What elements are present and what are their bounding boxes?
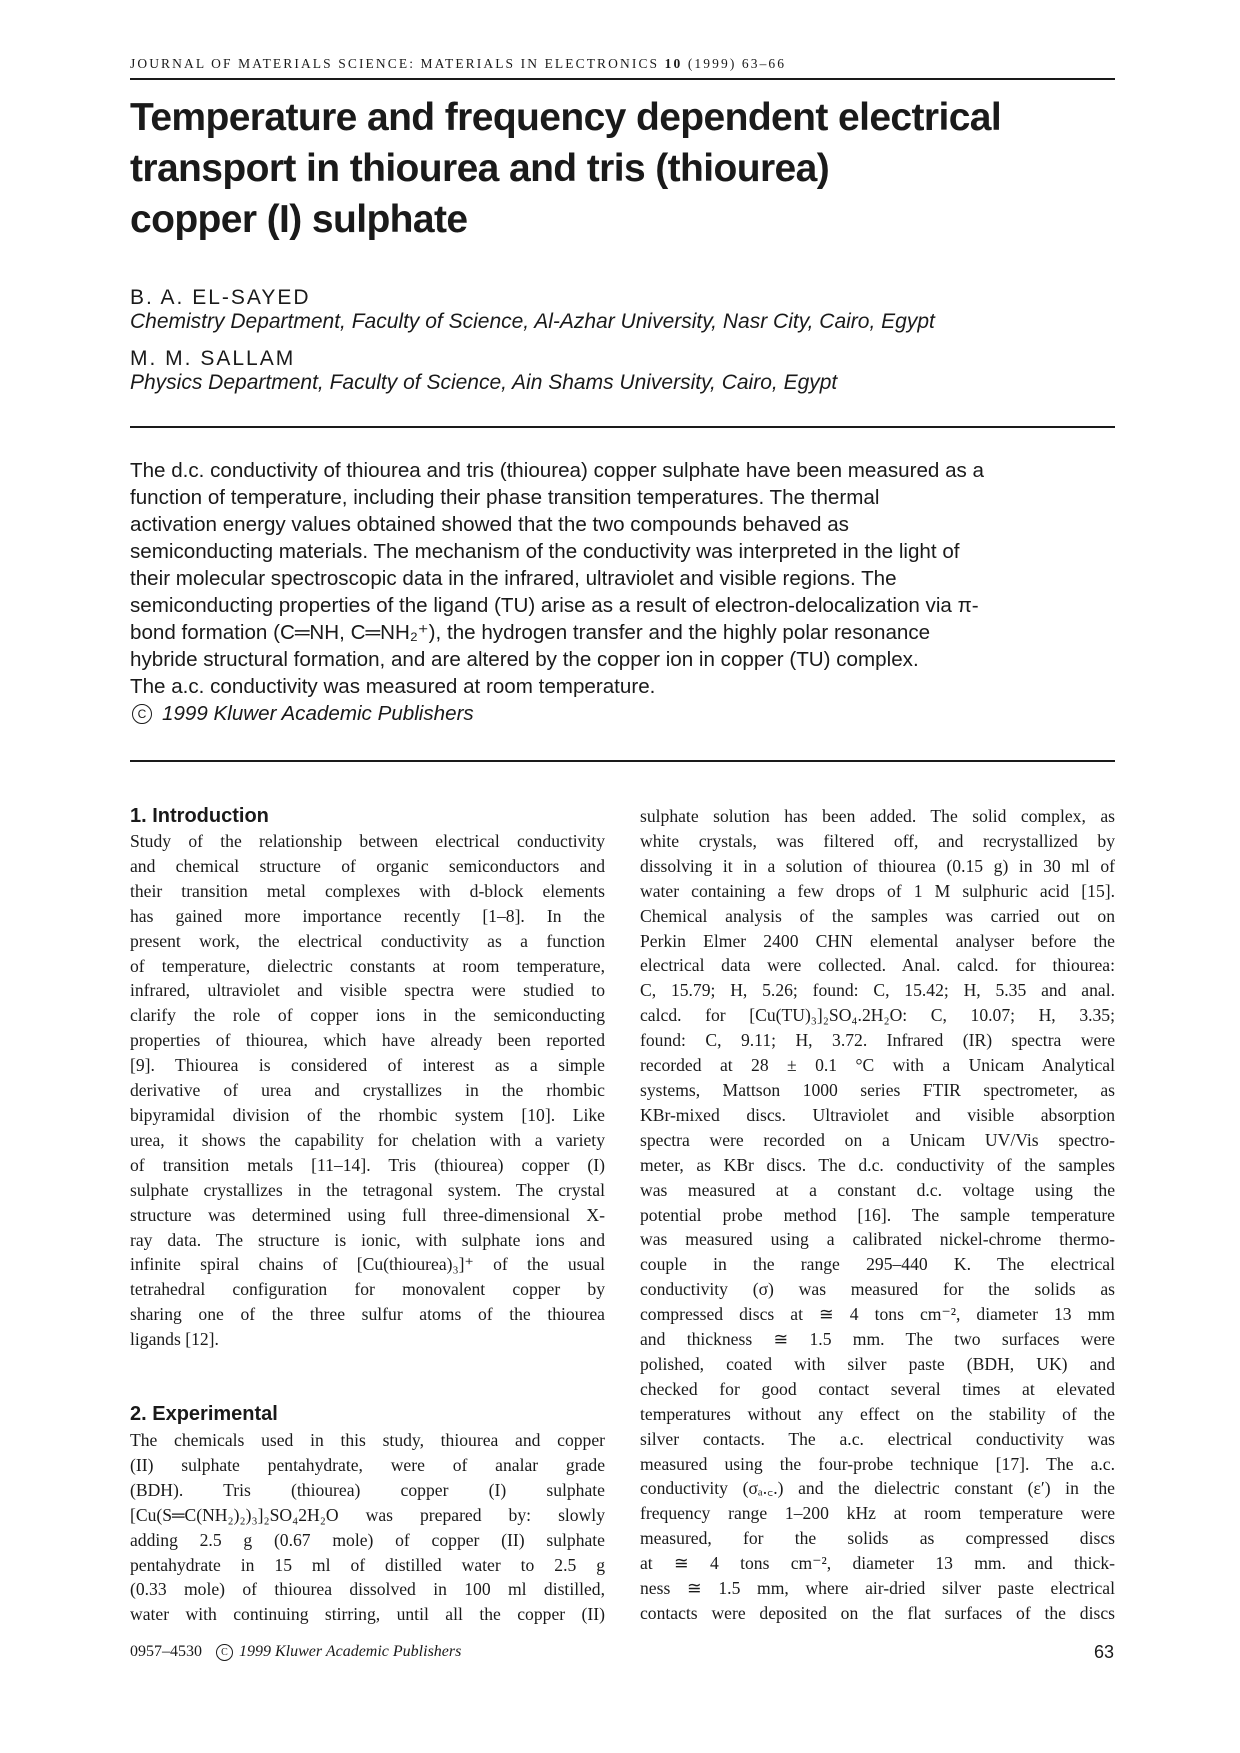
section-heading-experimental: 2. Experimental [130, 1403, 278, 1425]
footer-publisher: 1999 Kluwer Academic Publishers [239, 1643, 462, 1660]
journal-header [130, 56, 786, 72]
header-rule [130, 78, 1115, 80]
text-line: sulphate crystallizes in the tetragonal system. The crystal [130, 1179, 605, 1200]
abstract-line: activation energy values obtained showed that the two compounds behaved as [130, 513, 849, 536]
text-line: infinite spiral chains of [Cu(thiourea)₃]⁺ of the usual [130, 1254, 605, 1275]
author-affiliation: Physics Department, Faculty of Science, Ain Shams University, Cairo, Egypt [130, 371, 838, 394]
journal-volume: 10 [664, 56, 683, 71]
text-line: infrared, ultraviolet and visible spectra were studied to [130, 980, 605, 1001]
text-line: and chemical structure of organic semiconductors and [130, 855, 605, 876]
text-line: structure was determined using full three-dimensional X- [130, 1204, 605, 1225]
footer-issn: 0957–4530 [130, 1643, 202, 1660]
abstract-top-rule [130, 426, 1115, 428]
text-line: ness ≅ 1.5 mm, where air-dried silver paste electrical [640, 1578, 1115, 1599]
text-line: pentahydrate in 15 ml of distilled water to 2.5 g [130, 1554, 605, 1575]
text-line: urea, it shows the capability for chelation with a variety [130, 1129, 605, 1150]
text-line: (BDH). Tris (thiourea) copper (I) sulphate [130, 1479, 605, 1500]
text-line: ligands [12]. [130, 1329, 219, 1350]
text-line: Study of the relationship between electrical conductivity [130, 831, 605, 851]
text-line: polished, coated with silver paste (BDH, UK) and [640, 1353, 1115, 1374]
abstract-copyright [130, 700, 1120, 727]
text-line: potential probe method [16]. The sample temperature [640, 1204, 1115, 1225]
experimental-body [130, 1428, 605, 1627]
text-line: conductivity (σₐ.꜀.) and the dielectric constant (ε′) in the [640, 1478, 1115, 1499]
text-line: couple in the range 295–440 K. The electrical [640, 1254, 1115, 1275]
text-line: [Cu(S═C(NH₂)₂)₃]₂SO₄2H₂O was prepared by: slowly [130, 1504, 605, 1525]
text-line: (II) sulphate pentahydrate, were of analar grade [130, 1454, 605, 1475]
text-line: (0.33 mole) of thiourea dissolved in 100 ml distilled, [130, 1579, 605, 1600]
abstract-line: semiconducting properties of the ligand (TU) arise as a result of electron-delocalization via π- [130, 594, 979, 617]
text-line: water with continuing stirring, until all the copper (II) [130, 1604, 605, 1625]
author-name: B. A. EL-SAYED [130, 286, 311, 309]
text-line: bipyramidal division of the rhombic system [10]. Like [130, 1104, 605, 1125]
text-line: KBr-mixed discs. Ultraviolet and visible absorption [640, 1104, 1115, 1125]
text-line: ray data. The structure is ionic, with sulphate ions and [130, 1229, 605, 1250]
abstract-line: semiconducting materials. The mechanism of the conductivity was interpreted in the light of [130, 540, 960, 563]
text-line: white crystals, was filtered off, and recrystallized by [640, 830, 1115, 851]
title-line: Temperature and frequency dependent electrical [130, 96, 1002, 139]
abstract-line: bond formation (C═NH, C═NH₂⁺), the hydrogen transfer and the highly polar resonance [130, 621, 931, 644]
text-line: temperatures without any effect on the stability of the [640, 1403, 1115, 1424]
section-heading-introduction: 1. Introduction [130, 805, 269, 827]
text-line: water containing a few drops of 1 M sulphuric acid [15]. [640, 880, 1115, 901]
text-line: systems, Mattson 1000 series FTIR spectrometer, as [640, 1079, 1115, 1100]
text-line: has gained more importance recently [1–8]. In the [130, 905, 605, 926]
text-line: meter, as KBr discs. The d.c. conductivity of the samples [640, 1154, 1115, 1175]
text-line: spectra were recorded on a Unicam UV/Vis spectro- [640, 1129, 1115, 1150]
text-line: clarify the role of copper ions in the semiconducting [130, 1005, 605, 1026]
text-line: frequency range 1–200 kHz at room temperature were [640, 1503, 1115, 1524]
text-line: electrical data were collected. Anal. calcd. for thiourea: [640, 955, 1115, 976]
text-line: properties of thiourea, which have already been reported [130, 1030, 605, 1051]
paper-title [130, 92, 1110, 245]
author-affiliation: Chemistry Department, Faculty of Science, Al-Azhar University, Nasr City, Cairo, Egypt [130, 310, 935, 333]
text-line: [9]. Thiourea is considered of interest as a simple [130, 1055, 605, 1076]
abstract-line: The a.c. conductivity was measured at room temperature. [130, 675, 656, 698]
text-line: measured using the four-probe technique [17]. The a.c. [640, 1453, 1115, 1474]
text-line: tetrahedral configuration for monovalent copper by [130, 1279, 605, 1300]
text-line: was measured at a constant d.c. voltage using the [640, 1179, 1115, 1200]
text-line: C, 15.79; H, 5.26; found: C, 15.42; H, 5.35 and anal. [640, 980, 1115, 1001]
text-line: their transition metal complexes with d-block elements [130, 880, 605, 901]
abstract-line: The d.c. conductivity of thiourea and tris (thiourea) copper sulphate have been measured as a [130, 459, 984, 482]
text-line: checked for good contact several times at elevated [640, 1378, 1115, 1399]
abstract [130, 457, 1120, 727]
text-line: measured, for the solids as compressed discs [640, 1528, 1115, 1549]
text-line: calcd. for [Cu(TU)₃]₂SO₄.2H₂O: C, 10.07; H, 3.35; [640, 1005, 1115, 1026]
text-line: dissolving it in a solution of thiourea (0.15 g) in 30 ml of [640, 855, 1115, 876]
text-line: silver contacts. The a.c. electrical conductivity was [640, 1428, 1115, 1449]
abstract-line: hybride structural formation, and are altered by the copper ion in copper (TU) complex. [130, 648, 919, 671]
footer-issn-publisher [130, 1643, 461, 1661]
text-line: conductivity (σ) was measured for the solids as [640, 1279, 1115, 1300]
text-line: present work, the electrical conductivity as a function [130, 930, 605, 951]
text-line: of temperature, dielectric constants at room temperature, [130, 955, 605, 976]
text-line: found: C, 9.11; H, 3.72. Infrared (IR) spectra were [640, 1030, 1115, 1051]
text-line: adding 2.5 g (0.67 mole) of copper (II) sulphate [130, 1529, 605, 1550]
text-line: Perkin Elmer 2400 CHN elemental analyser before the [640, 930, 1115, 951]
copyright-icon: C [132, 704, 152, 724]
introduction-body [130, 829, 605, 1352]
copyright-icon: C [216, 1644, 233, 1661]
text-line: of transition metals [11–14]. Tris (thiourea) copper (I) [130, 1154, 605, 1175]
abstract-line: their molecular spectroscopic data in the infrared, ultraviolet and visible regions. The [130, 567, 897, 590]
text-line: derivative of urea and crystallizes in the rhombic [130, 1080, 605, 1101]
text-line: was measured using a calibrated nickel-chrome thermo- [640, 1229, 1115, 1250]
text-line: contacts were deposited on the flat surfaces of the discs [640, 1603, 1115, 1623]
abstract-bottom-rule [130, 760, 1115, 762]
author-name: M. M. SALLAM [130, 347, 296, 370]
title-line: transport in thiourea and tris (thiourea) [130, 147, 830, 190]
text-line: sharing one of the three sulfur atoms of the thiourea [130, 1304, 605, 1325]
text-line: The chemicals used in this study, thiourea and copper [130, 1430, 605, 1450]
abstract-copyright-text: 1999 Kluwer Academic Publishers [162, 702, 474, 725]
text-line: sulphate solution has been added. The solid complex, as [640, 806, 1115, 826]
journal-year-pages: (1999) 63–66 [682, 56, 787, 71]
page-number: 63 [1094, 1642, 1115, 1662]
right-column-body [640, 804, 1115, 1626]
text-line: Chemical analysis of the samples was carried out on [640, 905, 1115, 926]
abstract-line: function of temperature, including their phase transition temperatures. The thermal [130, 486, 880, 509]
title-line: copper (I) sulphate [130, 198, 468, 241]
text-line: compressed discs at ≅ 4 tons cm⁻², diameter 13 mm [640, 1304, 1115, 1325]
text-line: recorded at 28 ± 0.1 °C with a Unicam Analytical [640, 1055, 1115, 1076]
text-line: at ≅ 4 tons cm⁻², diameter 13 mm. and thick- [640, 1553, 1115, 1574]
text-line: and thickness ≅ 1.5 mm. The two surfaces were [640, 1329, 1115, 1350]
journal-name: JOURNAL OF MATERIALS SCIENCE: MATERIALS IN ELECTRONICS [130, 56, 665, 71]
